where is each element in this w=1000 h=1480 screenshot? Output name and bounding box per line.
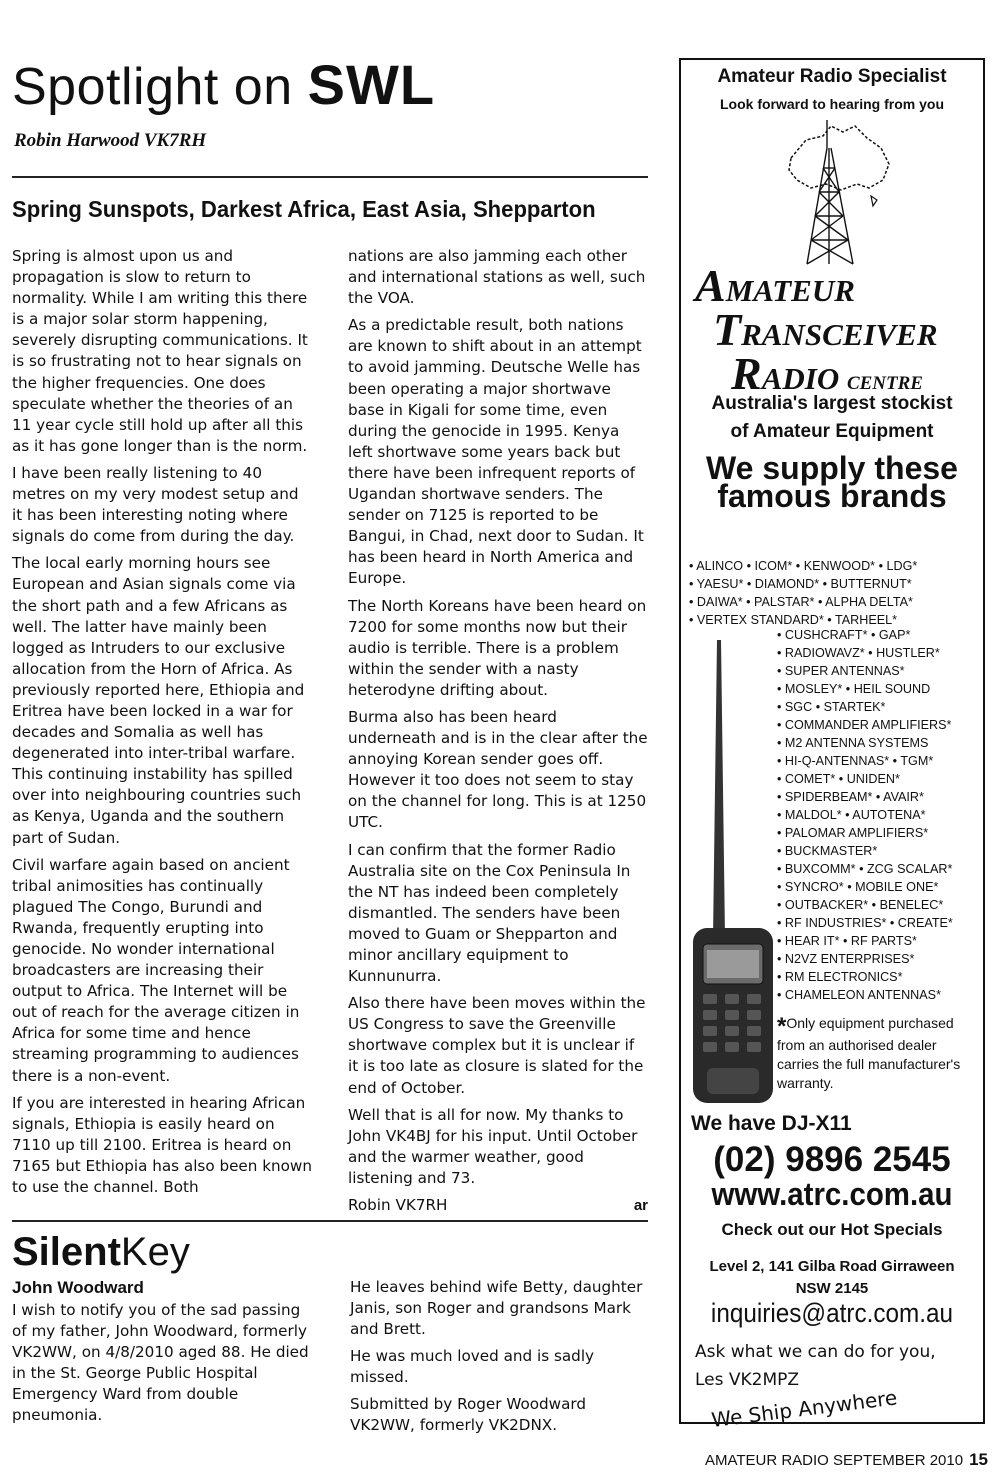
paragraph: I can confirm that the former Radio Australia site on the Cox Peninsula In the NT has indeed been completely dismantled. The senders have been moved to Guam or Shepparton and minor ancillary equipment to Kunnunurra.	[348, 840, 631, 986]
brand-line: • RF INDUSTRIES* • CREATE*	[777, 916, 953, 930]
article-headline: Spring Sunspots, Darkest Africa, East Asia, Shepparton	[12, 196, 596, 222]
stockist-tagline: Australia's largest stockist of Amateur Equipment	[711, 393, 953, 442]
brand-line: • VERTEX STANDARD* • TARHEEL*	[689, 613, 898, 627]
ship-anywhere: We Ship Anywhere	[710, 1385, 899, 1432]
article-title	[12, 52, 435, 117]
paragraph: I wish to notify you of the sad passing of my father, John Woodward, formerly VK2WW, on 4/8/2010 aged 88. He died in the St. George Public Hospital Emergency Ward from double pneumonia.	[12, 1301, 309, 1424]
brand-line: • BUCKMASTER*	[777, 844, 878, 858]
paragraph: The local early morning hours see European and Asian signals come via the short path and a few Africans as well. The latter have mainly been logged as Intruders to our exclusive allocation from the Horn of Africa. As previously reported here, Ethiopia and Eritrea have been locked in a war for decades and Somalia as well has degenerated into inter-tribal warfare. This continuing instability has spilled over into neighbouring countries such as Kenya, Uganda and the southern part of Sudan.	[12, 554, 305, 847]
silent-key-column-2	[350, 1277, 650, 1442]
paragraph: Spring is almost upon us and propagation is slow to return to normality. While I am writing this there is a major solar storm happening, severely disrupting communications. It is so frustrating not to hear signals on the higher frequencies. One does speculate whether the theories of an 11 year cycle still hold up after all this as it has gone longer than is the norm.	[12, 247, 308, 455]
paragraph: Also there have been moves within the US Congress to save the Greenville shortwave complex but it is unclear if it is too late as closure is slated for the end of October.	[348, 994, 646, 1097]
brand-line: • ALINCO • ICOM* • KENWOOD* • LDG*	[689, 559, 918, 573]
silent-key-title	[12, 1228, 190, 1276]
ad-title: Amateur Radio Specialist	[717, 66, 947, 87]
paragraph: nations are also jamming each other and international stations as well, such the VOA.	[348, 247, 646, 308]
brand-line: • CUSHCRAFT* • GAP*	[777, 628, 911, 642]
contact-name: Les VK2MPZ	[695, 1370, 800, 1390]
divider	[12, 176, 648, 178]
paragraph: He leaves behind wife Betty, daughter Janis, son Roger and grandsons Mark and Brett.	[350, 1278, 643, 1338]
brand-line: • RADIOWAVZ* • HUSTLER*	[777, 646, 940, 660]
brand-line: • MALDOL* • AUTOTENA*	[777, 808, 926, 822]
brand-line: • BUXCOMM* • ZCG SCALAR*	[777, 862, 953, 876]
paragraph: Burma also has been heard underneath and is in the clear after the annoying Korean sender goes off. However it too does not seem to stay on the channel for long. This is at 1250 UTC.	[348, 707, 648, 832]
signature-row	[348, 1195, 648, 1216]
title-light-text: Spotlight on	[12, 58, 308, 116]
brand-line: • COMET* • UNIDEN*	[777, 772, 900, 786]
brand-line: • M2 ANTENNA SYSTEMS	[777, 736, 929, 750]
asterisk: *	[777, 1013, 787, 1040]
brand-list-top	[689, 557, 917, 629]
hot-specials: Check out our Hot Specials	[721, 1220, 943, 1239]
title-bold-text: SWL	[307, 53, 436, 116]
atrc-logo-text	[695, 260, 938, 401]
warranty-note: *Only equipment purchased from an authorised dealer carries the full manufacturer's warranty.	[777, 1013, 961, 1091]
brand-line: • PALOMAR AMPLIFIERS*	[777, 826, 929, 840]
author-byline: Robin Harwood VK7RH	[14, 130, 207, 151]
website-link[interactable]: www.atrc.com.au	[711, 1176, 953, 1212]
dj-x11-note: We have DJ-X11	[691, 1112, 852, 1135]
brand-line: • CHAMELEON ANTENNAS*	[777, 988, 941, 1002]
supply-headline: We supply these famous brands	[706, 450, 958, 514]
end-mark: ar	[633, 1197, 648, 1215]
brand-line: • DAIWA* • PALSTAR* • ALPHA DELTA*	[689, 595, 913, 609]
signature: Robin VK7RH	[348, 1196, 448, 1215]
paragraph: Well that is all for now. My thanks to John VK4BJ for his input. Until October and the warmer weather, good listening and 73.	[348, 1105, 638, 1187]
article-column-2	[348, 246, 648, 1216]
paragraph: If you are interested in hearing African signals, Ethiopia is easily heard on 7110 up till 2100. Eritrea is heard on 7165 but Ethiopia has also been known to use the channel. Both	[12, 1093, 312, 1197]
brand-line: • OUTBACKER* • BENELEC*	[777, 898, 944, 912]
silent-key-title-light: Key	[120, 1230, 190, 1274]
address: Level 2, 141 Gilba Road Girraween NSW 2145	[709, 1258, 955, 1297]
paragraph: I have been really listening to 40 metres on my very modest setup and it has been interesting noting where signals do come from during the day.	[12, 463, 299, 546]
brand-line: • N2VZ ENTERPRISES*	[777, 952, 915, 966]
footer-magazine: AMATEUR RADIO SEPTEMBER 2010	[704, 1452, 964, 1469]
brand-list-right	[777, 626, 953, 1004]
article-column-1	[12, 246, 312, 1204]
paragraph: The North Koreans have been heard on 7200 for some months now but their audio is terrible. There is a problem within the sender with a nasty heterodyne drifting about.	[348, 596, 647, 699]
brand-line: • SPIDERBEAM* • AVAIR*	[777, 790, 924, 804]
brand-line: • RM ELECTRONICS*	[777, 970, 903, 984]
brand-line: • COMMANDER AMPLIFIERS*	[777, 718, 952, 732]
logo-line-1: AMATEUR	[695, 260, 855, 311]
brand-line: • HEAR IT* • RF PARTS*	[777, 934, 917, 948]
paragraph: He was much loved and is sadly missed.	[350, 1347, 595, 1386]
silent-key-name: John Woodward	[12, 1278, 144, 1297]
atrc-advertisement	[679, 58, 985, 1432]
silent-key-title-bold: Silent	[12, 1230, 121, 1274]
handheld-radio-icon	[687, 638, 777, 1118]
page-number: 15	[969, 1450, 988, 1469]
logo-line-3: RADIO CENTRE	[731, 348, 923, 399]
phone-number[interactable]: (02) 9896 2545	[713, 1140, 951, 1179]
silent-key-column-1	[12, 1300, 318, 1432]
page-footer	[705, 1450, 988, 1470]
email-link[interactable]: inquiries@atrc.com.au	[710, 1298, 954, 1328]
logo-line-2: TRANSCEIVER	[713, 304, 938, 355]
ad-subtitle: Look forward to hearing from you	[719, 96, 944, 112]
brand-line: • SYNCRO* • MOBILE ONE*	[777, 880, 939, 894]
paragraph: Civil warfare again based on ancient tribal animosities has continually plagued The Congo, Burundi and Rwanda, frequently erupting into genocide. No wonder international broadcasters are increasing their output to Africa. The Internet will be out of reach for the average citizen in Africa for some time and hence streaming programming to audiences there is a non-event.	[12, 855, 300, 1085]
australia-tower-logo-icon	[771, 118, 901, 268]
brand-line: • SUPER ANTENNAS*	[777, 664, 905, 678]
paragraph: As a predictable result, both nations are known to shift about in an attempt to avoid jamming. Deutsche Welle has been operating a major shortwave base in Kigali for some time, even during the genocide in 1995. Kenya left shortwave some years back but there have been infrequent reports of Ugandan shortwave senders. The sender on 7125 is reported to be Bangui, in Chad, next door to Sudan. It has been heard in North America and Europe.	[348, 316, 644, 588]
brand-line: • HI-Q-ANTENNAS* • TGM*	[777, 754, 934, 768]
brand-line: • MOSLEY* • HEIL SOUND	[777, 682, 931, 696]
paragraph: Submitted by Roger Woodward VK2WW, formerly VK2DNX.	[350, 1395, 587, 1434]
ask-text: Ask what we can do for you,	[695, 1342, 936, 1362]
brand-line: • SGC • STARTEK*	[777, 700, 886, 714]
brand-line: • YAESU* • DIAMOND* • BUTTERNUT*	[689, 577, 912, 591]
divider	[12, 1220, 648, 1222]
